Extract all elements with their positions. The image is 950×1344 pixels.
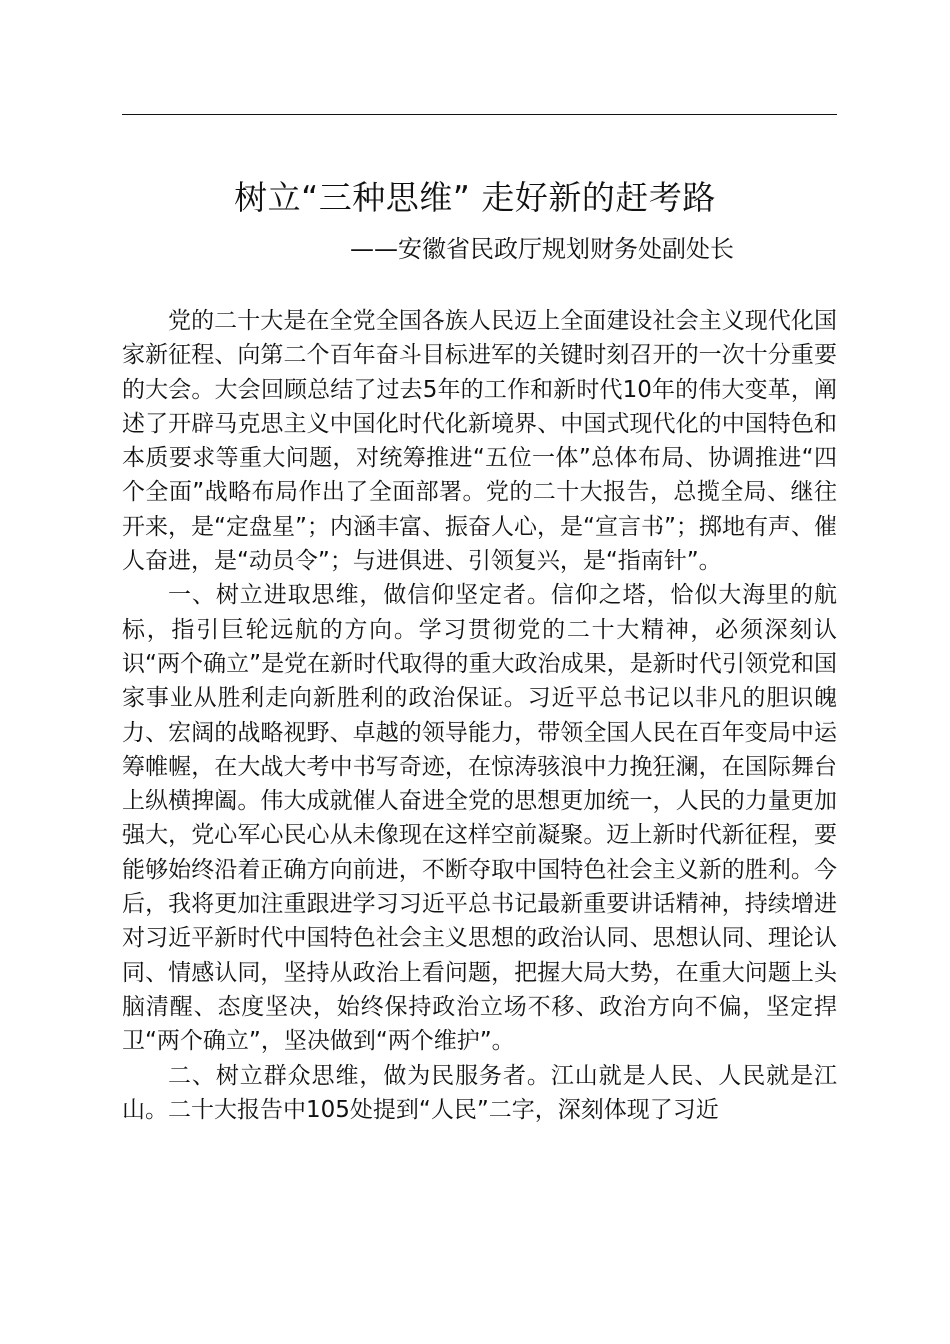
paragraph-section-1: 一、树立进取思维，做信仰坚定者。信仰之塔，恰似大海里的航标，指引巨轮远航的方向。学习贯彻党的二十大精神，必须深刻认识“两个确立”是党在新时代取得的重大政治成果，是新时代引领党和国家事业从胜利走向新胜利的政治保证。习近平总书记以非凡的胆识魄力、宏阔的战略视野、卓越的领导能力，带领全国人民在百年变局中运筹帷幄，在大战大考中书写奇迹，在惊涛骇浪中力挽狂澜，在国际舞台上纵横捭阖。伟大成就催人奋进全党的思想更加统一，人民的力量更加强大，党心军心民心从未像现在这样空前凝聚。迈上新时代新征程，要能够始终沿着正确方向前进，不断夺取中国特色社会主义新的胜利。今后，我将更加注重跟进学习习近平总书记最新重要讲话精神，持续增进对习近平新时代中国特色社会主义思想的政治认同、思想认同、理论认同、情感认同，坚持从政治上看问题，把握大局大势，在重大问题上头脑清醒、态度坚决，始终保持政治立场不移、政治方向不偏，坚定捍卫“两个确立”，坚决做到“两个维护”。 <box>122 582 837 1055</box>
paragraph-intro: 党的二十大是在全党全国各族人民迈上全面建设社会主义现代化国家新征程、向第二个百年奋斗目标进军的关键时刻召开的一次十分重要的大会。大会回顾总结了过去5年的工作和新时代10年的伟大变革，阐述了开辟马克思主义中国化时代化新境界、中国式现代化的中国特色和本质要求等重大问题，对统筹推进“五位一体”总体布局、协调推进“四个全面”战略布局作出了全面部署。党的二十大报告，总揽全局、继往开来，是“定盘星”；内涵丰富、振奋人心，是“宣言书”；掷地有声、催人奋进，是“动员令”；与进俱进、引领复兴，是“指南针”。 <box>122 308 837 575</box>
document-body <box>122 304 837 1127</box>
paragraph-section-2: 二、树立群众思维，做为民服务者。江山就是人民、人民就是江山。二十大报告中105处提到“人民”二字，深刻体现了习近 <box>122 1062 837 1123</box>
header-rule <box>122 114 837 115</box>
document-title: 树立“三种思维” 走好新的赶考路 <box>234 178 716 217</box>
document-subtitle: ——安徽省民政厅规划财务处副处长 <box>350 235 734 263</box>
